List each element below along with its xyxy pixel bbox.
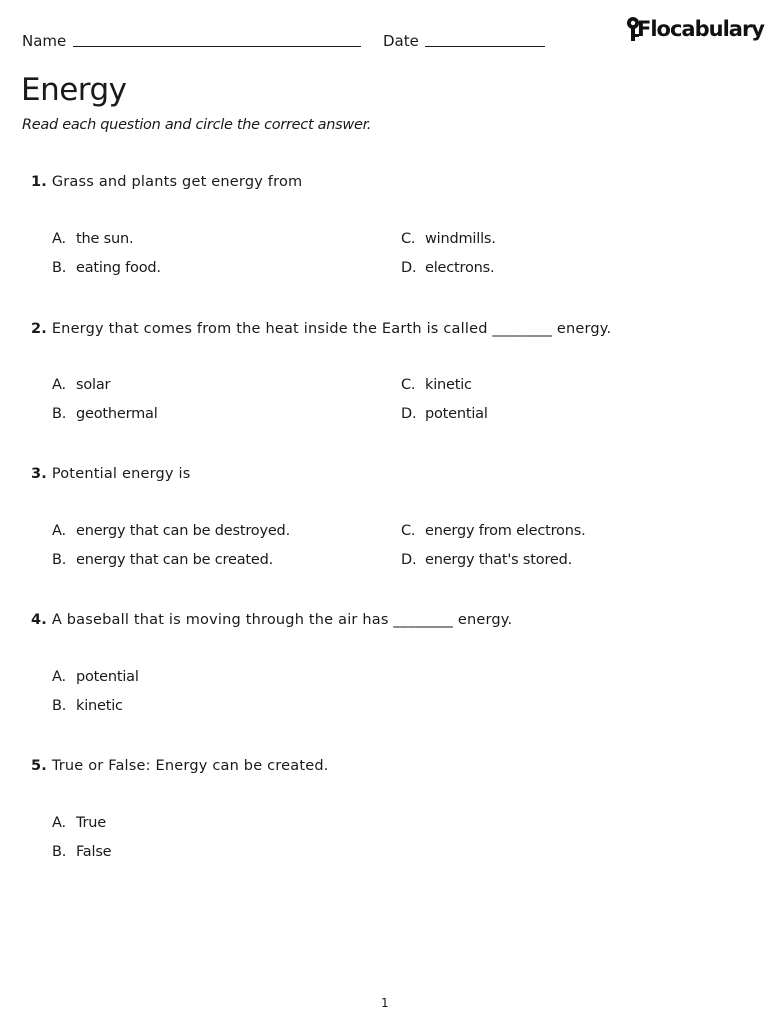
question-number: 5.: [31, 758, 47, 774]
question-text: A baseball that is moving through the air has ________ energy.: [51, 612, 513, 628]
question-5: [31, 758, 329, 774]
logo-text: Flocabulary: [637, 17, 764, 41]
option-text: energy that's stored.: [425, 552, 573, 568]
option-letter: B.: [52, 552, 67, 568]
option-letter: C.: [401, 523, 416, 539]
question-text: Grass and plants get energy from: [51, 174, 303, 190]
option-5b[interactable]: [52, 844, 111, 860]
option-text: geothermal: [76, 406, 158, 422]
question-1: [31, 174, 302, 190]
question-4: [31, 612, 512, 628]
page-number: 1: [381, 996, 389, 1010]
option-5a[interactable]: [52, 815, 106, 831]
option-letter: A.: [52, 815, 66, 831]
instructions: Read each question and circle the correct answer.: [22, 117, 372, 133]
option-text: energy that can be created.: [76, 552, 274, 568]
option-letter: C.: [401, 377, 416, 393]
option-text: potential: [425, 406, 488, 422]
flocabulary-logo: [625, 16, 764, 50]
option-letter: B.: [52, 406, 67, 422]
option-1d[interactable]: [401, 260, 494, 276]
option-text: energy from electrons.: [425, 523, 586, 539]
option-2c[interactable]: [401, 377, 472, 393]
option-letter: B.: [52, 698, 67, 714]
option-letter: A.: [52, 669, 66, 685]
option-text: True: [76, 815, 106, 831]
question-text: Energy that comes from the heat inside the Earth is called ________ energy.: [51, 321, 612, 337]
option-letter: C.: [401, 231, 416, 247]
option-text: energy that can be destroyed.: [76, 523, 290, 539]
option-letter: A.: [52, 523, 66, 539]
option-2a[interactable]: [52, 377, 110, 393]
option-letter: A.: [52, 377, 66, 393]
option-letter: D.: [401, 552, 417, 568]
question-2: [31, 321, 611, 337]
option-text: potential: [76, 669, 139, 685]
option-letter: B.: [52, 260, 67, 276]
option-letter: B.: [52, 844, 67, 860]
option-2d[interactable]: [401, 406, 488, 422]
option-text: windmills.: [425, 231, 496, 247]
option-1a[interactable]: [52, 231, 133, 247]
option-text: kinetic: [76, 698, 123, 714]
option-text: False: [76, 844, 112, 860]
option-2b[interactable]: [52, 406, 158, 422]
question-number: 1.: [31, 174, 47, 190]
option-4a[interactable]: [52, 669, 139, 685]
option-text: solar: [76, 377, 111, 393]
name-label: Name: [22, 32, 67, 50]
option-3a[interactable]: [52, 523, 290, 539]
option-letter: D.: [401, 406, 417, 422]
page-title: Energy: [21, 72, 127, 108]
date-field-line[interactable]: [425, 46, 545, 47]
option-letter: D.: [401, 260, 417, 276]
option-1c[interactable]: [401, 231, 496, 247]
option-3b[interactable]: [52, 552, 273, 568]
option-text: electrons.: [425, 260, 495, 276]
option-text: the sun.: [76, 231, 134, 247]
question-3: [31, 466, 190, 482]
option-4b[interactable]: [52, 698, 123, 714]
option-text: kinetic: [425, 377, 472, 393]
option-text: eating food.: [76, 260, 161, 276]
question-number: 2.: [31, 321, 47, 337]
option-3d[interactable]: [401, 552, 572, 568]
date-label: Date: [383, 32, 419, 50]
question-text: Potential energy is: [51, 466, 191, 482]
question-number: 4.: [31, 612, 47, 628]
option-1b[interactable]: [52, 260, 161, 276]
option-3c[interactable]: [401, 523, 585, 539]
question-text: True or False: Energy can be created.: [51, 758, 329, 774]
question-number: 3.: [31, 466, 47, 482]
option-letter: A.: [52, 231, 66, 247]
name-field-line[interactable]: [73, 46, 361, 47]
